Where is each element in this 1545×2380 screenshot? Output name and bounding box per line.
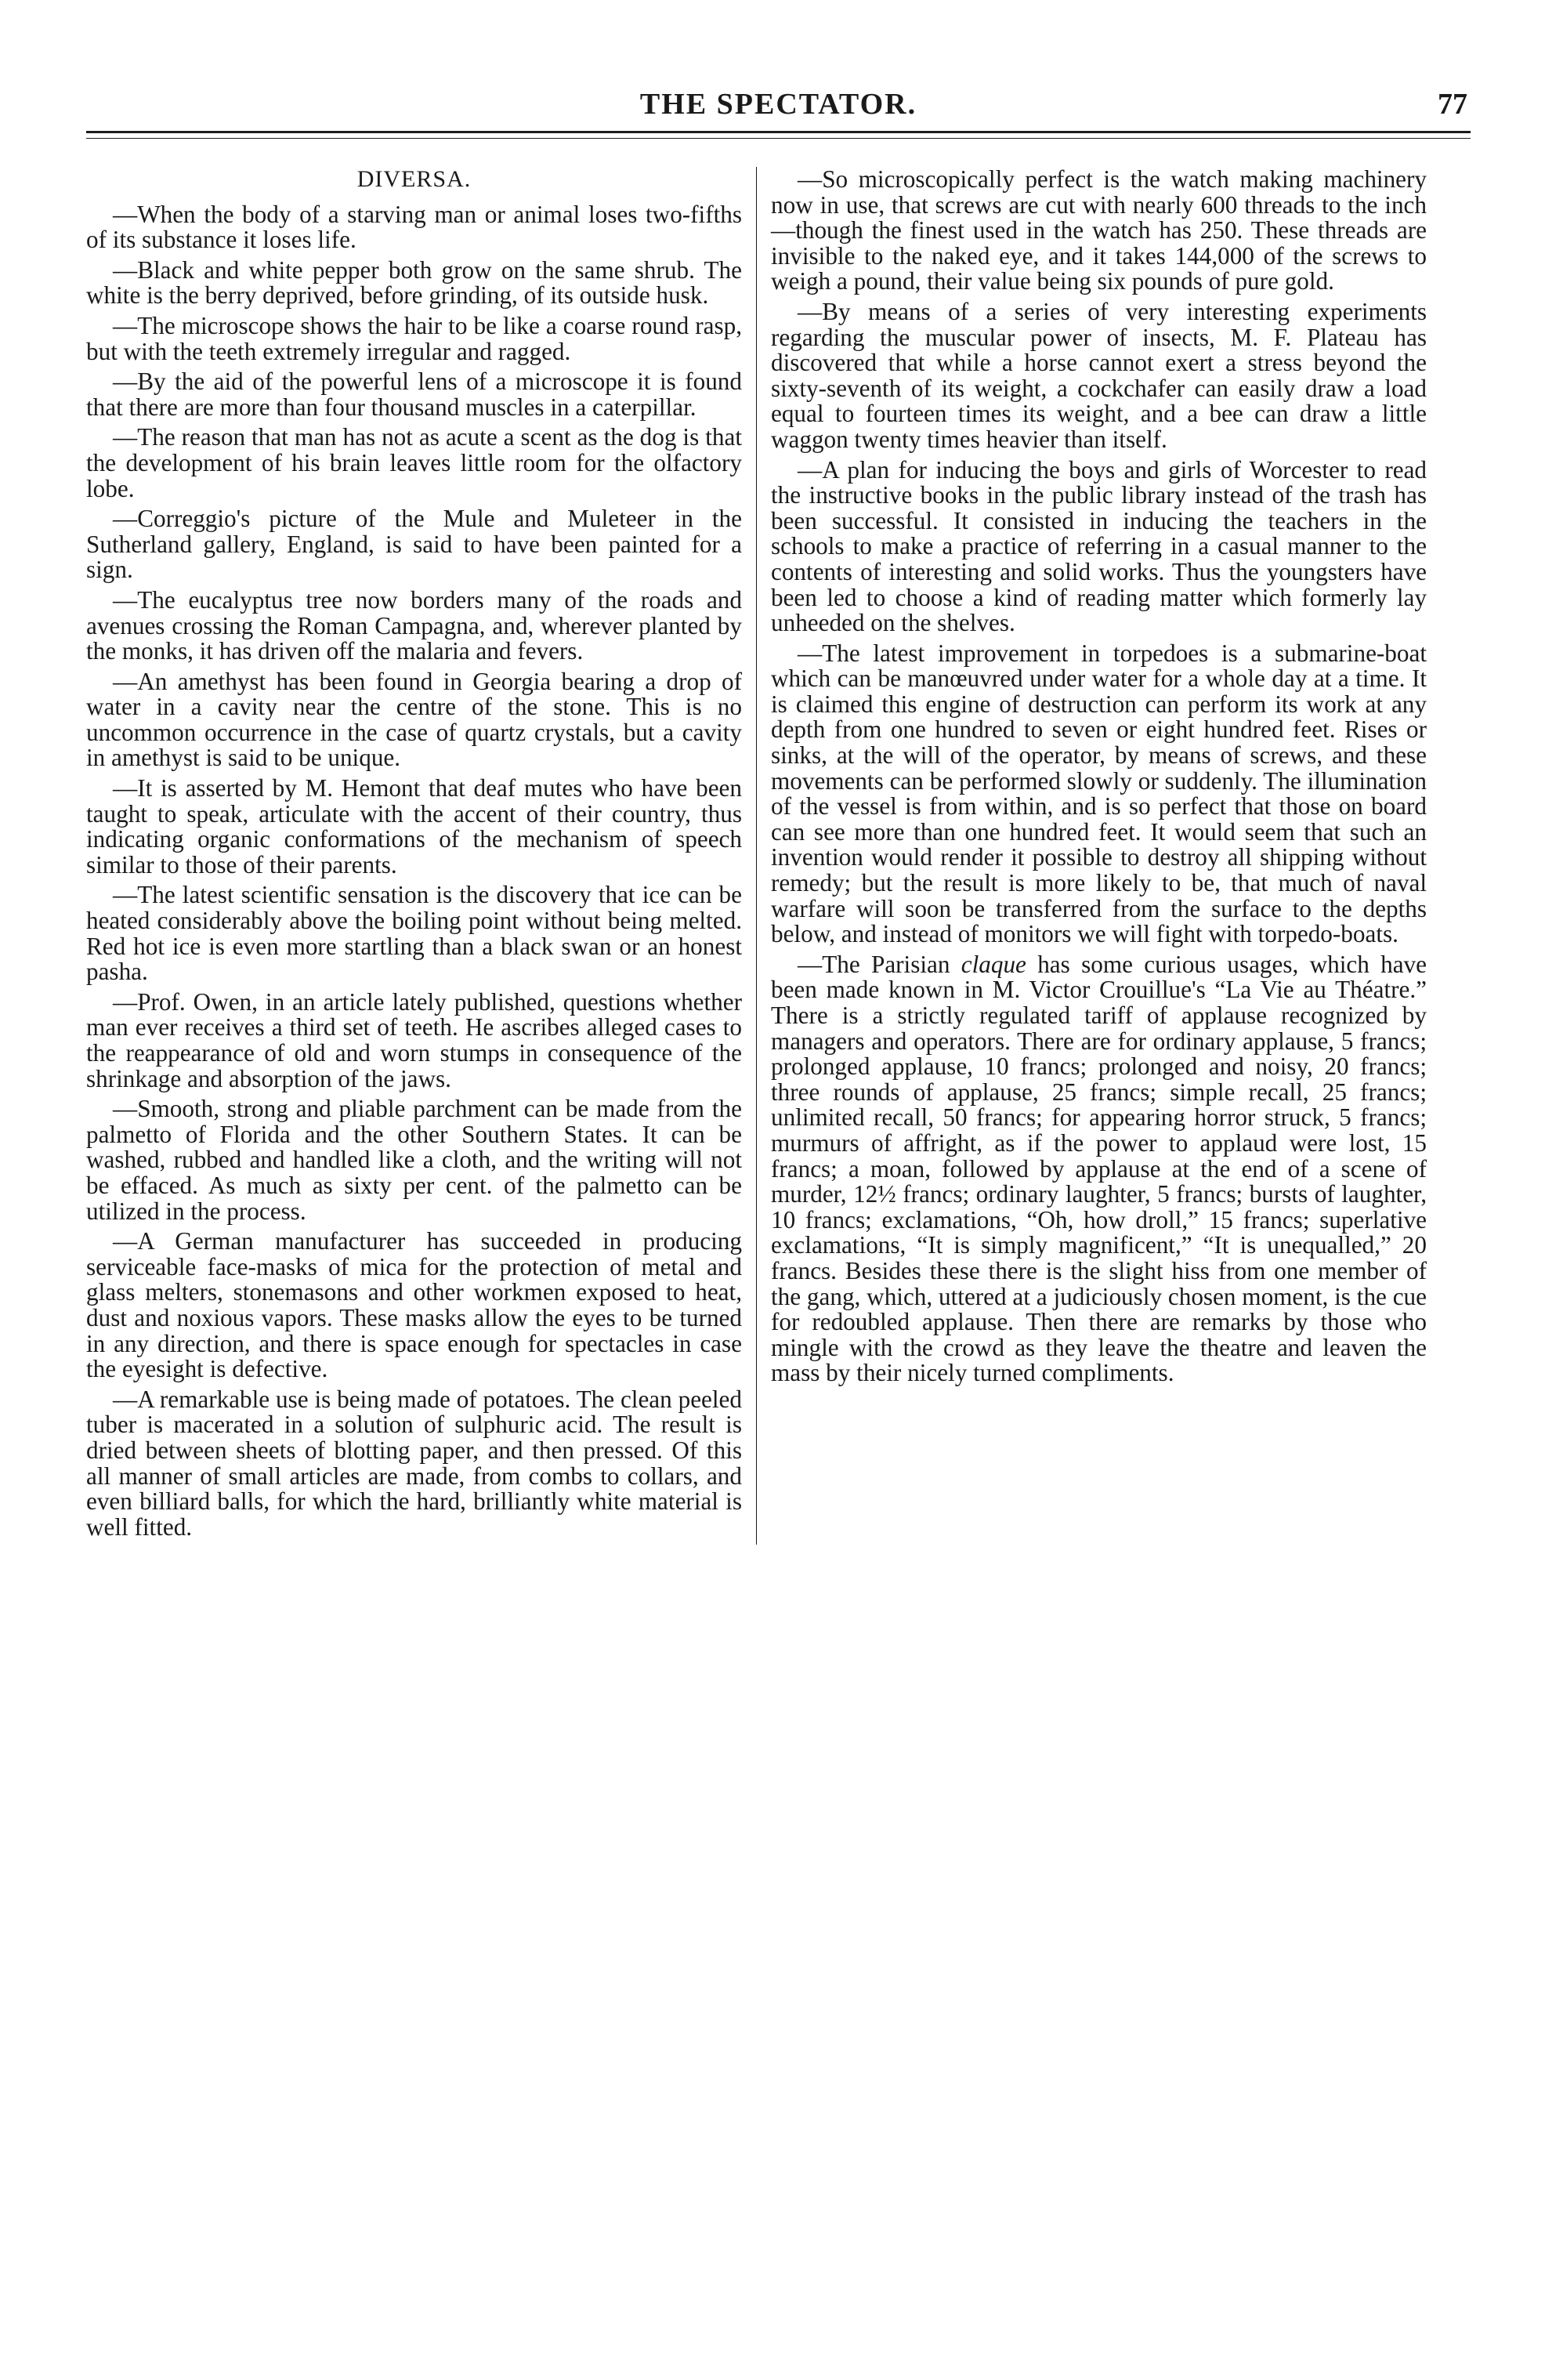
paragraph: —Smooth, strong and pliable parchment can be made from the palmetto of Florida and the other Southern States. It can be washed, rubbed and handled like a cloth, and the writing will not be effaced. As much as sixty per cent. of the palmetto can be utilized in the process. (86, 1095, 742, 1225)
claque-text-after: has some curious usages, which have been made known in M. Victor Crouillue's “La Vie au Théatre.” There is a strictly regulated tariff of applause recognized by managers and operators. There are for ordinary applause, 5 francs; prolonged applause, 10 francs; prolonged and noisy, 20 francs; three rounds of applause, 25 francs; simple recall, 25 francs; unlimited recall, 50 francs; for appearing horror struck, 5 francs; murmurs of affright, as if the power to applaud were lost, 15 francs; a moan, followed by applause at the end of a scene of murder, 12½ francs; ordinary laughter, 5 francs; bursts of laughter, 10 francs; exclamations, “Oh, how droll,” 15 francs; superlative exclamations, “It is simply magnificent,” “It is unequalled,” 20 francs. Besides these there is the slight hiss from one member of the gang, which, uttered at a judiciously chosen moment, is the cue for redoubled applause. Then there are remarks by those who mingle with the crowd as they leave the theatre and leaven the mass by their nicely turned compliments. (771, 950, 1427, 1387)
section-title: DIVERSA. (356, 166, 472, 192)
paragraph: —By means of a series of very interesting experiments regarding the muscular power of insects, M. F. Plateau has discovered that while a horse cannot exert a stress beyond the sixty-seventh of its weight, a cockchafer can easily draw a load equal to fourteen times its weight, and a bee can draw a little waggon twenty times heavier than itself. (771, 297, 1427, 453)
page-header (86, 82, 1471, 133)
article-columns (86, 167, 1471, 1545)
paragraph: —Prof. Owen, in an article lately published, questions whether man ever receives a third set of teeth. He ascribes alleged cases to the reappearance of old and worn stumps in consequence of the shrinkage and absorption of the jaws. (86, 987, 742, 1092)
paragraph: —An amethyst has been found in Georgia bearing a drop of water in a cavity near the centre of the stone. This is no uncommon occurrence in the case of quartz crystals, but a cavity in amethyst is said to be unique. (86, 667, 742, 772)
paragraph-claque (771, 952, 1427, 1386)
paragraph: —The reason that man has not as acute a scent as the dog is that the development of his brain leaves little room for the olfactory lobe. (86, 423, 742, 502)
claque-text-before: —The Parisian (798, 950, 961, 978)
claque-italic-word: claque (961, 950, 1026, 978)
paragraph: —A German manufacturer has succeeded in producing serviceable face-masks of mica for the protection of metal and glass melters, stonemasons and other workmen exposed to heat, dust and noxious vapors. These masks allow the eyes to be turned in any direction, and there is space enough for spectacles in case the eyesight is defective. (86, 1227, 742, 1383)
left-column (86, 167, 756, 1545)
paragraph: —Correggio's picture of the Mule and Muleteer in the Sutherland gallery, England, is said to have been painted for a sign. (86, 505, 742, 584)
paragraph: —By the aid of the powerful lens of a microscope it is found that there are more than four thousand muscles in a caterpillar. (86, 368, 742, 421)
paragraph: —A remarkable use is being made of potatoes. The clean peeled tuber is macerated in a solution of sulphuric acid. The result is dried between sheets of blotting paper, and then pressed. Of this all manner of small articles are made, from combs to collars, and even billiard balls, for which the hard, brilliantly white material is well fitted. (86, 1385, 742, 1541)
paragraph: —Black and white pepper both grow on the same shrub. The white is the berry deprived, before grinding, of its outside husk. (86, 255, 742, 310)
right-column (757, 167, 1427, 1545)
paragraph: —The eucalyptus tree now borders many of the roads and avenues crossing the Roman Campagna, and, wherever planted by the monks, it has driven off the malaria and fevers. (86, 585, 742, 665)
paragraph: —So microscopically perfect is the watch making machinery now in use, that screws are cut with nearly 600 threads to the inch—though the finest used in the watch has 250. These threads are invisible to the naked eye, and it takes 144,000 of the screws to weigh a pound, their value being six pounds of pure gold. (771, 165, 1427, 295)
paragraph: —The latest scientific sensation is the discovery that ice can be heated considerably above the boiling point without being melted. Red hot ice is even more startling than a black swan or an honest pasha. (86, 881, 742, 986)
header-rule (86, 138, 1471, 139)
paragraph: —The latest improvement in torpedoes is a submarine-boat which can be manœuvred under water for a whole day at a time. It is claimed this engine of destruction can perform its work at any depth from one hundred to seven or eight hundred feet. Rises or sinks, at the will of the operator, by means of screws, and these movements can be performed slowly or suddenly. The illumination of the vessel is from within, and is so perfect that those on board can see more than one hundred feet. It would seem that such an invention would render it possible to destroy all shipping without remedy; but the result is more likely to be, that much of naval warfare will soon be transferred from the surface to the depths below, and instead of monitors we will fight with torpedo-boats. (771, 639, 1427, 948)
paragraph: —The microscope shows the hair to be like a coarse round rasp, but with the teeth extremely irregular and ragged. (86, 311, 742, 365)
paragraph: —It is asserted by M. Hemont that deaf mutes who have been taught to speak, articulate with the accent of their country, thus indicating organic conformations of the mechanism of speech similar to those of their parents. (86, 774, 742, 878)
paragraph: —A plan for inducing the boys and girls of Worcester to read the instructive books in the public library instead of the trash has been successful. It consisted in inducing the teachers in the schools to make a practice of referring in a casual manner to the contents of interesting and solid works. Thus the youngsters have been led to choose a kind of reading matter which formerly lay unheeded on the shelves. (771, 455, 1427, 637)
publication-title: THE SPECTATOR. (639, 88, 917, 121)
paragraph: —When the body of a starving man or animal loses two-fifths of its substance it loses life. (86, 200, 742, 254)
page-number: 77 (1438, 88, 1467, 121)
